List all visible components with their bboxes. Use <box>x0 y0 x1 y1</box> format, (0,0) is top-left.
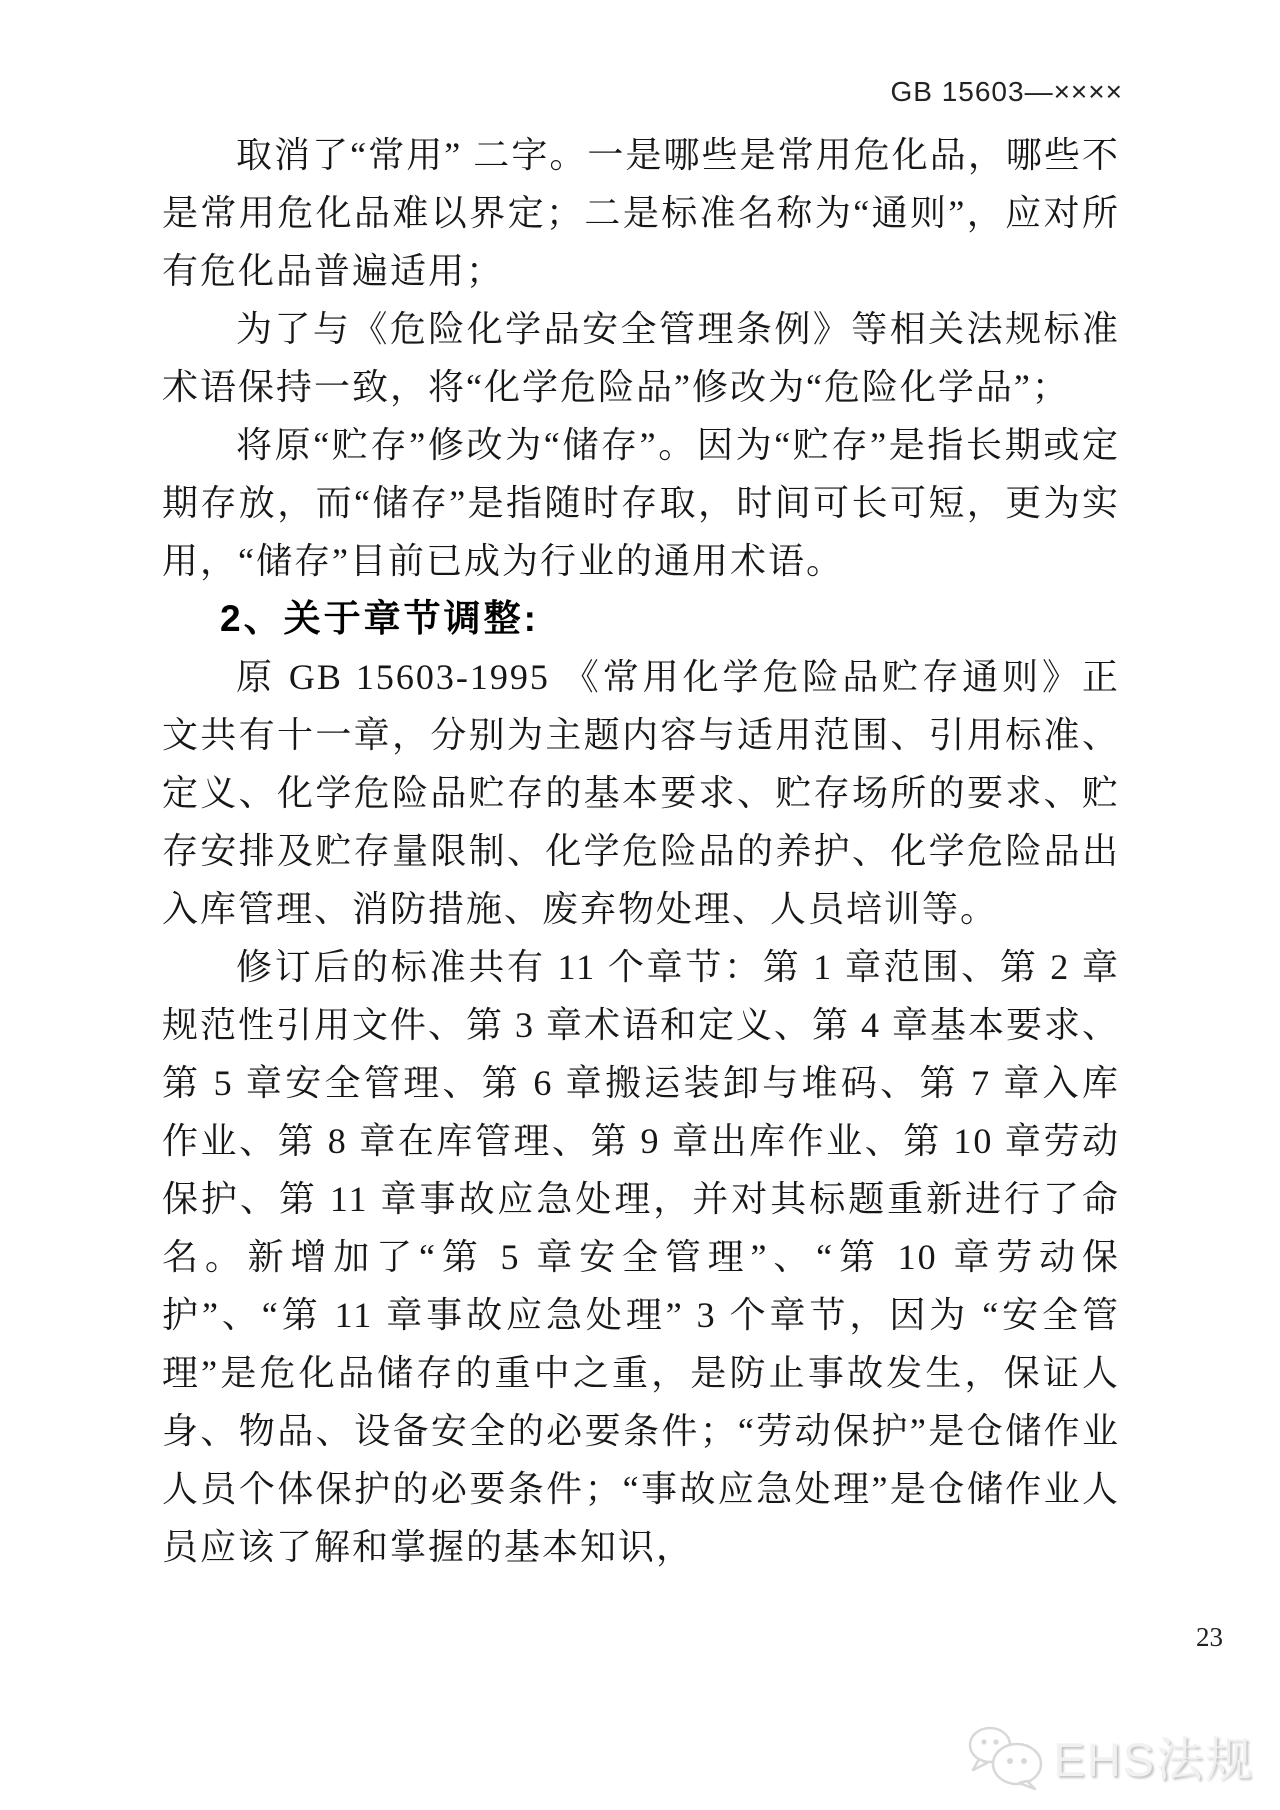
paragraph-cancel-changyong: 取消了“常用” 二字。一是哪些是常用危化品，哪些不是常用危化品难以界定；二是标准名称为“通则”，应对所有危化品普遍适用； <box>162 135 1120 291</box>
standard-number-header: GB 15603—×××× <box>890 76 1123 107</box>
watermark <box>965 1722 1254 1790</box>
document-body <box>162 126 1120 1576</box>
watermark-label: EHS法规 <box>1053 1732 1254 1786</box>
paragraph-revised-standard-chapters: 修订后的标准共有 11 个章节：第 1 章范围、第 2 章规范性引用文件、第 3 章术语和定义、第 4 章基本要求、第 5 章安全管理、第 6 章搬运装卸与堆码、第 7 章入库作业、第 8 章在库管理、第 9 章出库作业、第 10 章劳动保护、第 11 章事故应急处理，并对其标题重新进行了命名。新增加了“第 5 章安全管理”、“第 10 章劳动保护”、“第 11 章事故应急处理” 3 个章节，因为 “安全管理”是危化品储存的重中之重，是防止事故发生，保证人身、物品、设备安全的必要条件；“劳动保护”是仓储作业人员个体保护的必要条件；“事故应急处理”是仓储作业人员应该了解和掌握的基本知识， <box>162 947 1121 1567</box>
paragraph-zhucun-to-chucun: 将原“贮存”修改为“储存”。因为“贮存”是指长期或定期存放，而“储存”是指随时存取，时间可长可短，更为实用，“储存”目前已成为行业的通用术语。 <box>162 425 1120 581</box>
page-number: 23 <box>1196 1622 1223 1652</box>
wechat-icon <box>965 1722 1045 1790</box>
paragraph-original-standard-chapters: 原 GB 15603-1995 《常用化学危险品贮存通则》正文共有十一章，分别为主题内容与适用范围、引用标准、定义、化学危险品贮存的基本要求、贮存场所的要求、贮存安排及贮存量限制、化学危险品的养护、化学危险品出入库管理、消防措施、废弃物处理、人员培训等。 <box>162 657 1120 929</box>
section-heading-chapter-adjustment: 2、关于章节调整: <box>220 598 539 639</box>
paragraph-term-alignment: 为了与《危险化学品安全管理条例》等相关法规标准术语保持一致，将“化学危险品”修改为“危险化学品”； <box>162 309 1120 407</box>
